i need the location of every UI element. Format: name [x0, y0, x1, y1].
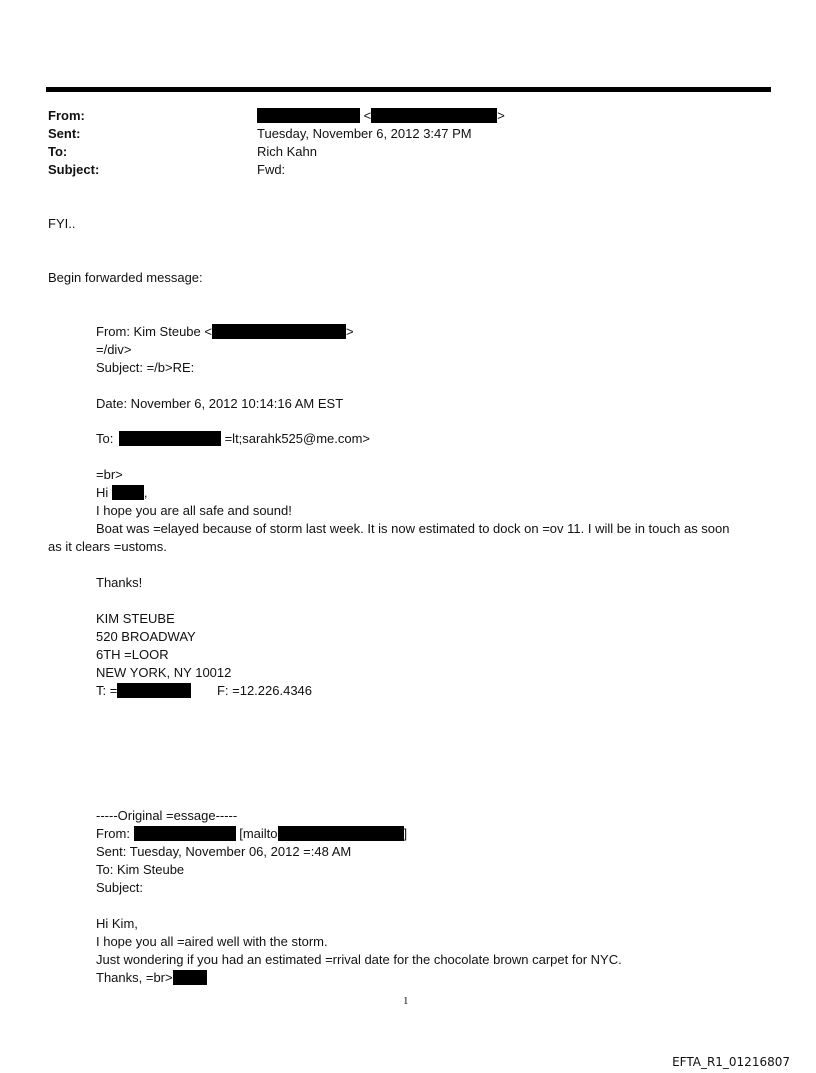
- begin-forwarded-text: Begin forwarded message:: [48, 270, 203, 285]
- from-value: [257, 107, 505, 125]
- fwd-boat-line-1: Boat was =elayed because of storm last week. It is now estimated to dock on =ov 11. I will be in touch as soon: [96, 521, 730, 536]
- redacted-block: [134, 826, 236, 841]
- angle-close: >: [497, 108, 505, 123]
- fwd-to-line: [96, 430, 370, 448]
- fwd-to-suffix: =lt;sarahk525@me.com>: [224, 431, 371, 446]
- orig-thanks-line: [96, 969, 207, 987]
- angle-open: <: [363, 108, 372, 123]
- fwd-from-text: From: Kim Steube <: [96, 324, 212, 339]
- fwd-subject-line: Subject: =/b>RE:: [96, 360, 195, 375]
- orig-from-line: [96, 825, 407, 843]
- redacted-block: [112, 485, 144, 500]
- sig-address-1: 520 BROADWAY: [96, 629, 196, 644]
- orig-mailto: [mailto: [239, 826, 278, 841]
- sig-t-label: T: =: [96, 683, 118, 698]
- orig-header: -----Original =essage-----: [96, 808, 238, 823]
- fwd-date-line: Date: November 6, 2012 10:14:16 AM EST: [96, 396, 344, 411]
- sig-address-3: NEW YORK, NY 10012: [96, 665, 232, 680]
- orig-hope-line: I hope you all =aired well with the storm.: [96, 934, 328, 949]
- fwd-from-line: [96, 323, 354, 341]
- orig-to-line: To: Kim Steube: [96, 862, 185, 877]
- from-label: From:: [48, 108, 85, 123]
- page-number: 1: [403, 995, 409, 1007]
- redacted-block: [212, 324, 346, 339]
- header-rule: [46, 87, 771, 92]
- redacted-block: [119, 431, 221, 446]
- document-id: EFTA_R1_01216807: [672, 1055, 790, 1069]
- orig-from-label: From:: [96, 826, 130, 841]
- fwd-thanks: Thanks!: [96, 575, 143, 590]
- to-label: To:: [48, 144, 68, 159]
- angle-close: >: [345, 324, 354, 339]
- to-value: Rich Kahn: [257, 144, 317, 159]
- fwd-br: =br>: [96, 467, 123, 482]
- redacted-block: [173, 970, 207, 985]
- orig-wondering-line: Just wondering if you had an estimated =rrival date for the chocolate brown carpet for NYC.: [96, 952, 622, 967]
- fyi-text: FYI..: [48, 216, 76, 231]
- fwd-to-label: To:: [96, 431, 114, 446]
- fwd-div-close: =/div>: [96, 342, 132, 357]
- redacted-block: [371, 108, 497, 123]
- sig-name: KIM STEUBE: [96, 611, 175, 626]
- sig-address-2: 6TH =LOOR: [96, 647, 169, 662]
- sent-label: Sent:: [48, 126, 81, 141]
- orig-hi-kim: Hi Kim,: [96, 916, 138, 931]
- sig-fax: F: =12.226.4346: [216, 683, 313, 698]
- fwd-hi: Hi: [96, 485, 109, 500]
- orig-sent-line: Sent: Tuesday, November 06, 2012 =:48 AM: [96, 844, 352, 859]
- redacted-block: [117, 683, 191, 698]
- subject-label: Subject:: [48, 162, 100, 177]
- fwd-hope-line: I hope you are all safe and sound!: [96, 503, 292, 518]
- redacted-block: [278, 826, 404, 841]
- fwd-boat-line-2: as it clears =ustoms.: [48, 539, 167, 554]
- subject-value: Fwd:: [257, 162, 286, 177]
- redacted-block: [257, 108, 360, 123]
- orig-close-bracket: ]: [403, 826, 408, 841]
- sig-phone-line: [96, 682, 312, 700]
- orig-subject-line: Subject:: [96, 880, 143, 895]
- sent-value: Tuesday, November 6, 2012 3:47 PM: [257, 126, 472, 141]
- fwd-hi-line: [96, 484, 148, 502]
- orig-thanks-text: Thanks, =br>: [96, 970, 173, 985]
- fwd-hi-comma: ,: [143, 485, 148, 500]
